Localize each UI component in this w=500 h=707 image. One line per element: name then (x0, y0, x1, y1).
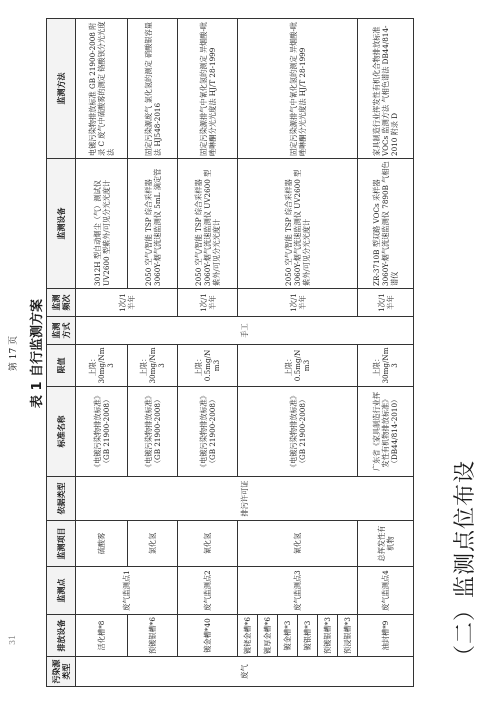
device-cell: 镀金槽*3 (278, 615, 298, 657)
header-point: 监测点 (47, 567, 76, 615)
category-cell: 废气 (76, 657, 414, 687)
table-row (238, 19, 258, 687)
standard-cell: 《电镀污染物排放标准》（GB 21900-2008） (76, 387, 128, 477)
header-device: 排放设备 (47, 615, 76, 657)
header-frequency: 监测频次 (47, 289, 76, 317)
equipment-cell: 2050 空气/智能 TSP 综合采样器 3060Y-烟气流速监测仪 5mL 滴定管 (128, 159, 178, 289)
standard-cell: 广东省《家具制造行业挥发性有机物排放标准》（DB44/814-2010） (358, 387, 414, 477)
device-cell: 镀金槽*40 (178, 615, 238, 657)
section-heading: （二）监测点位布设 (453, 459, 478, 667)
device-cell: 镀银槽*3 (298, 615, 318, 657)
item-cell: 氰化氢 (238, 521, 358, 567)
item-cell: 硫酸雾 (76, 521, 128, 567)
device-cell: 油封槽*9 (358, 615, 414, 657)
page-number: 第 17 页 (9, 335, 19, 372)
method-cell: 固定污染源排气中氰化氢的测定 异烟酸-吡唑啉酮分光光度法 HJ/T 28-1999 (238, 19, 358, 159)
frequency-cell: 1次/1半年 (178, 289, 238, 317)
standard-cell: 《电镀污染物排放标准》（GB 21900-2008） (178, 387, 238, 477)
table-header-row (47, 19, 76, 687)
header-basis: 依据类型 (47, 477, 76, 521)
item-cell: 氰化氢 (178, 521, 238, 567)
standard-cell: 《电镀污染物排放标准》（GB 21900-2008） (238, 387, 358, 477)
equipment-cell: 2050 空气/智能 TSP 综合采样器 3060Y-烟气流速监测仪 UV2600 型 紫外/可见分光光度计 (238, 159, 358, 289)
method-cell: 固定污染源废气 氯化氢的测定 硝酸银容量法 HJ548-2016 (128, 19, 178, 159)
header-method: 监测方法 (47, 19, 76, 159)
method-cell: 固定污染源排气中氰化氢的测定 异烟酸-吡唑啉酮分光光度法 HJ/T 28-1999 (178, 19, 238, 159)
equipment-cell: 2050 空气/智能 TSP 综合采样器 3060Y-烟气流速监测仪 UV2600 型 紫外/可见分光光度计 (178, 159, 238, 289)
limit-cell: 上限：30mg/Nm3 (128, 345, 178, 387)
method-cell: 电镀污染物排放标准 GB 21900-2008 附录 C 废气中硫酸雾的测定 铬酸钡分光光度法 (76, 19, 128, 159)
header-limit: 限值 (47, 345, 76, 387)
table-row (178, 19, 238, 687)
device-cell: 预镀银槽*6 (128, 615, 178, 657)
basis-cell: 排污许可证 (76, 477, 414, 521)
frequency-cell: 1次/1半年 (76, 289, 178, 317)
device-cell: 活化槽*8 (76, 615, 128, 657)
point-cell: 废气监测点1 (76, 567, 178, 615)
point-cell: 废气监测点3 (238, 567, 358, 615)
device-cell: 预浸银槽*3 (338, 615, 358, 657)
limit-cell: 上限：0.5mg/Nm3 (178, 345, 238, 387)
header-item: 监测项目 (47, 521, 76, 567)
limit-cell: 上限：30mg/Nm3 (76, 345, 128, 387)
frequency-cell: 1次/1半年 (238, 289, 358, 317)
method-cell: 家具制造行业挥发性有机化合物排放标准 VOCs 监测方法 气相色谱法 DB44/814-2010 附录 D (358, 19, 414, 159)
monitoring-plan-table (46, 18, 414, 687)
margin-mark: 31 (8, 634, 17, 645)
equipment-cell: ZR-3710B 型双路 VOCs 采样器 3060Y-烟气流速监测仪 7890B 气相色谱仪 (358, 159, 414, 289)
header-mode: 监测方式 (47, 317, 76, 345)
mode-cell: 手工 (76, 317, 414, 345)
header-equipment: 监测设备 (47, 159, 76, 289)
point-cell: 废气监测点4 (358, 567, 414, 615)
limit-cell: 上限：30mg/Nm3 (358, 345, 414, 387)
device-cell: 镀厚金槽*6 (258, 615, 278, 657)
table-caption: 表 1 自行监测方案 (30, 298, 45, 409)
item-cell: 氯化氢 (128, 521, 178, 567)
point-cell: 废气监测点2 (178, 567, 238, 615)
limit-cell: 上限：0.5mg/Nm3 (238, 345, 358, 387)
table-row (358, 19, 414, 687)
standard-cell: 《电镀污染物排放标准》（GB 21900-2008） (128, 387, 178, 477)
item-cell: 总挥发性有机物 (358, 521, 414, 567)
equipment-cell: 3012H 型自动烟尘（气）测试仪 UV2600 型紫外/可见分光光度计 (76, 159, 128, 289)
device-cell: 镀铑金槽*6 (238, 615, 258, 657)
header-standard: 标准名称 (47, 387, 76, 477)
frequency-cell: 1次/1半年 (358, 289, 414, 317)
device-cell: 预镀银槽*3 (318, 615, 338, 657)
table-row (76, 19, 128, 687)
header-source-type: 污染源类型 (47, 657, 76, 687)
